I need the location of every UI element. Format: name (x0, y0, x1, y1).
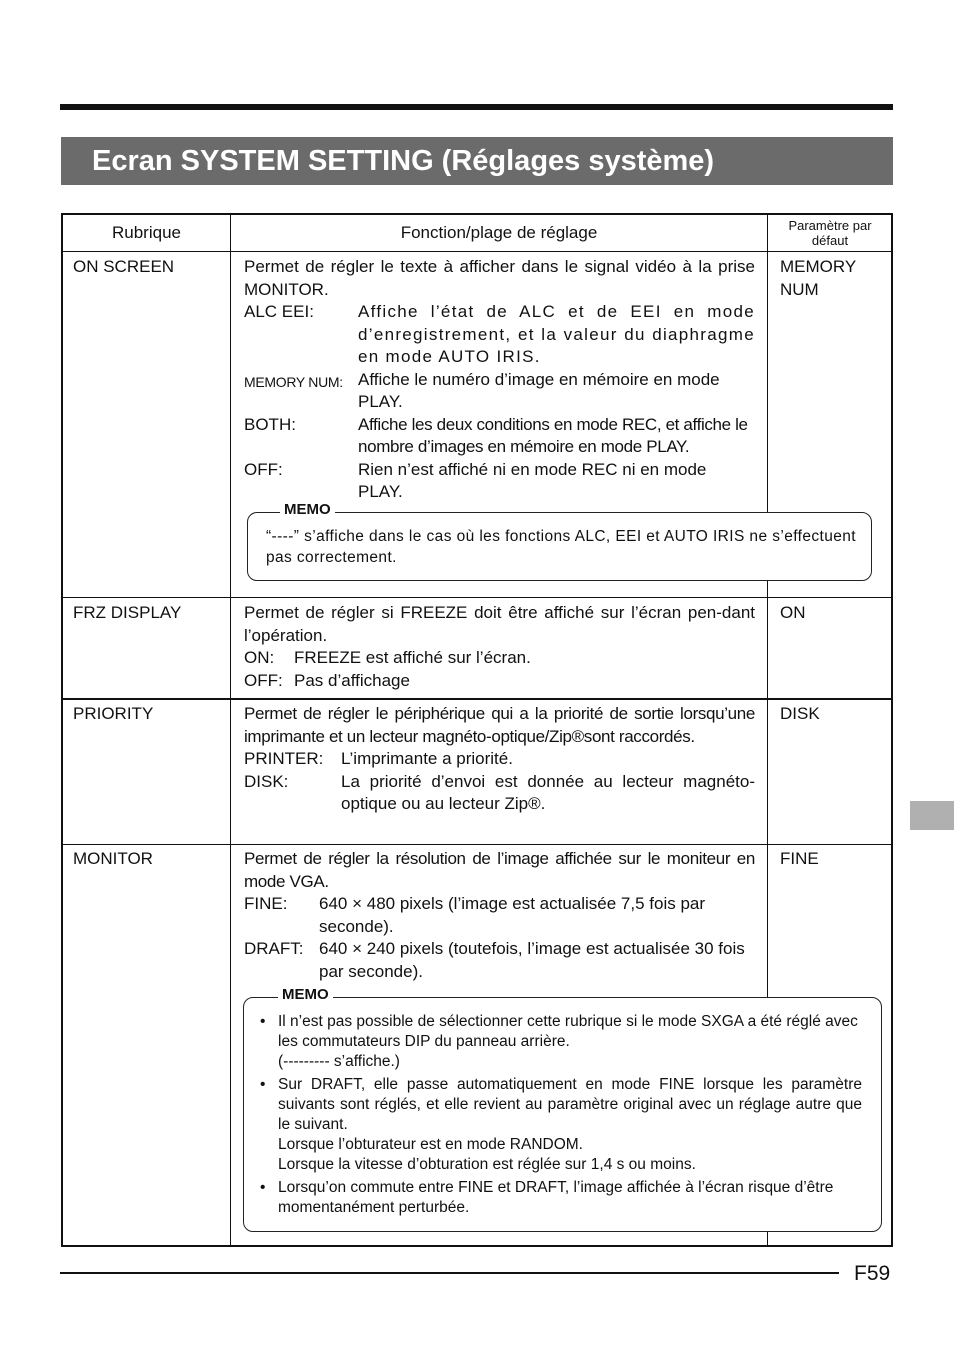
option-label: ALC EEI: (244, 302, 314, 321)
option-both (244, 414, 755, 459)
option-fine (244, 893, 755, 938)
row-default-on-screen: MEMORY NUM (780, 257, 856, 299)
memo-title: MEMO (280, 501, 335, 518)
memo-box (243, 986, 882, 1232)
option-label: OFF: (244, 670, 283, 690)
bullet: • (260, 1179, 266, 1196)
title-bar (61, 137, 893, 185)
option-label: OFF: (244, 459, 283, 479)
header-item: Rubrique (112, 223, 181, 242)
memo-item-text: Il n’est pas possible de sélectionner cette rubrique si le mode SXGA a été réglé avec les commutateurs DIP du panneau arrière. (278, 1013, 858, 1050)
option-label: ON: (244, 648, 275, 667)
description: Permet de régler si FREEZE doit être affiché sur l’écran pen-dant l’opération. (244, 603, 755, 645)
row-function-priority (244, 703, 755, 816)
option-draft (244, 938, 755, 983)
memo-title: MEMO (278, 986, 333, 1003)
row-item-frz-display: FRZ DISPLAY (73, 603, 182, 622)
option-label: BOTH: (244, 414, 296, 434)
row-divider (63, 844, 891, 845)
row-divider (63, 698, 891, 700)
memo-item-text: (--------- s’affiche.) (278, 1053, 400, 1070)
memo-item (260, 1075, 862, 1175)
option-text: Affiche l’état de ALC et de EEI en mode d’enregistrement, et la valeur du diaphragme en mode AUTO IRIS. (358, 302, 755, 366)
option-text: 640 × 240 pixels (toutefois, l’image est actualisée 30 fois par seconde). (319, 939, 745, 981)
option-text: Affiche le numéro d’image en mémoire en mode PLAY. (358, 369, 720, 411)
row-item-monitor: MONITOR (73, 849, 153, 868)
row-function-frz-display (244, 602, 755, 692)
option-text: 640 × 480 pixels (l’image est actualisée 7,5 fois par seconde). (319, 894, 706, 936)
memo-item-text: Lorsque la vitesse d’obturation est réglée sur 1,4 s ou moins. (278, 1156, 696, 1173)
option-label: FINE: (244, 894, 288, 913)
option-text: Affiche les deux conditions en mode REC, et affiche le nombre d’images en mémoire en mode PLAY. (358, 414, 748, 456)
row-function-monitor (244, 848, 755, 983)
header-default: Paramètre par défaut (788, 218, 872, 248)
option-on (244, 647, 755, 670)
column-divider (230, 215, 231, 1245)
option-off (244, 670, 755, 693)
row-default-frz-display: ON (780, 603, 806, 622)
section-tab (910, 801, 954, 830)
row-item-priority: PRIORITY (73, 704, 154, 723)
bullet: • (260, 1013, 266, 1030)
bottom-rule (60, 1272, 839, 1274)
option-memory-num (244, 369, 755, 414)
option-label: MEMORY NUM: (244, 373, 343, 390)
page-title: Ecran SYSTEM SETTING (Réglages système) (92, 145, 715, 177)
option-label: PRINTER: (244, 749, 324, 768)
memo-item (260, 1178, 862, 1218)
row-default-monitor: FINE (780, 849, 819, 868)
header-divider (63, 251, 891, 252)
header-function: Fonction/plage de réglage (400, 223, 598, 242)
row-function-on-screen (244, 256, 755, 504)
option-text: FREEZE est affiché sur l’écran. (294, 648, 531, 667)
bullet: • (260, 1076, 266, 1093)
option-printer (244, 748, 755, 771)
top-rule (60, 104, 893, 110)
option-label: DRAFT: (244, 939, 304, 958)
row-divider (63, 597, 891, 598)
memo-box (247, 501, 872, 581)
option-text: Rien n’est affiché ni en mode REC ni en mode PLAY. (358, 459, 707, 501)
page-number: F59 (854, 1262, 891, 1285)
option-alc-eei (244, 301, 755, 369)
memo-list (260, 1012, 862, 1221)
memo-item-text: Lorsqu’on commute entre FINE et DRAFT, l’image affichée à l’écran risque d’être momentanément perturbée. (278, 1179, 834, 1216)
description: Permet de régler le texte à afficher dans le signal vidéo à la prise MONITOR. (244, 257, 755, 299)
option-label: DISK: (244, 771, 289, 791)
description: Permet de régler le périphérique qui a la priorité de sortie lorsqu’une imprimante et un lecteur magnéto-optique/Zip®sont raccordés. (244, 704, 755, 746)
memo-item (260, 1012, 862, 1072)
option-off (244, 459, 755, 504)
memo-item-text: Lorsque l’obturateur est en mode RANDOM. (278, 1136, 583, 1153)
description: Permet de régler la résolution de l’image affichée sur le moniteur en mode VGA. (244, 849, 755, 891)
option-text: La priorité d’envoi est donnée au lecteur magnéto-optique ou au lecteur Zip®. (341, 771, 755, 813)
row-item-on-screen: ON SCREEN (73, 257, 175, 276)
option-text: L’imprimante a priorité. (341, 749, 513, 768)
memo-item-text: Sur DRAFT, elle passe automatiquement en mode FINE lorsque les paramètre suivants sont réglés, et elle revient au paramètre original avec un réglage autre que le suivant. (278, 1076, 862, 1133)
row-default-priority: DISK (780, 704, 820, 723)
memo-text: “----” s’affiche dans le cas où les fonctions ALC, EEI et AUTO IRIS ne s’effectuent pas correctement. (266, 528, 856, 566)
option-disk (244, 771, 755, 816)
option-text: Pas d’affichage (294, 670, 410, 690)
settings-table (61, 213, 893, 1247)
